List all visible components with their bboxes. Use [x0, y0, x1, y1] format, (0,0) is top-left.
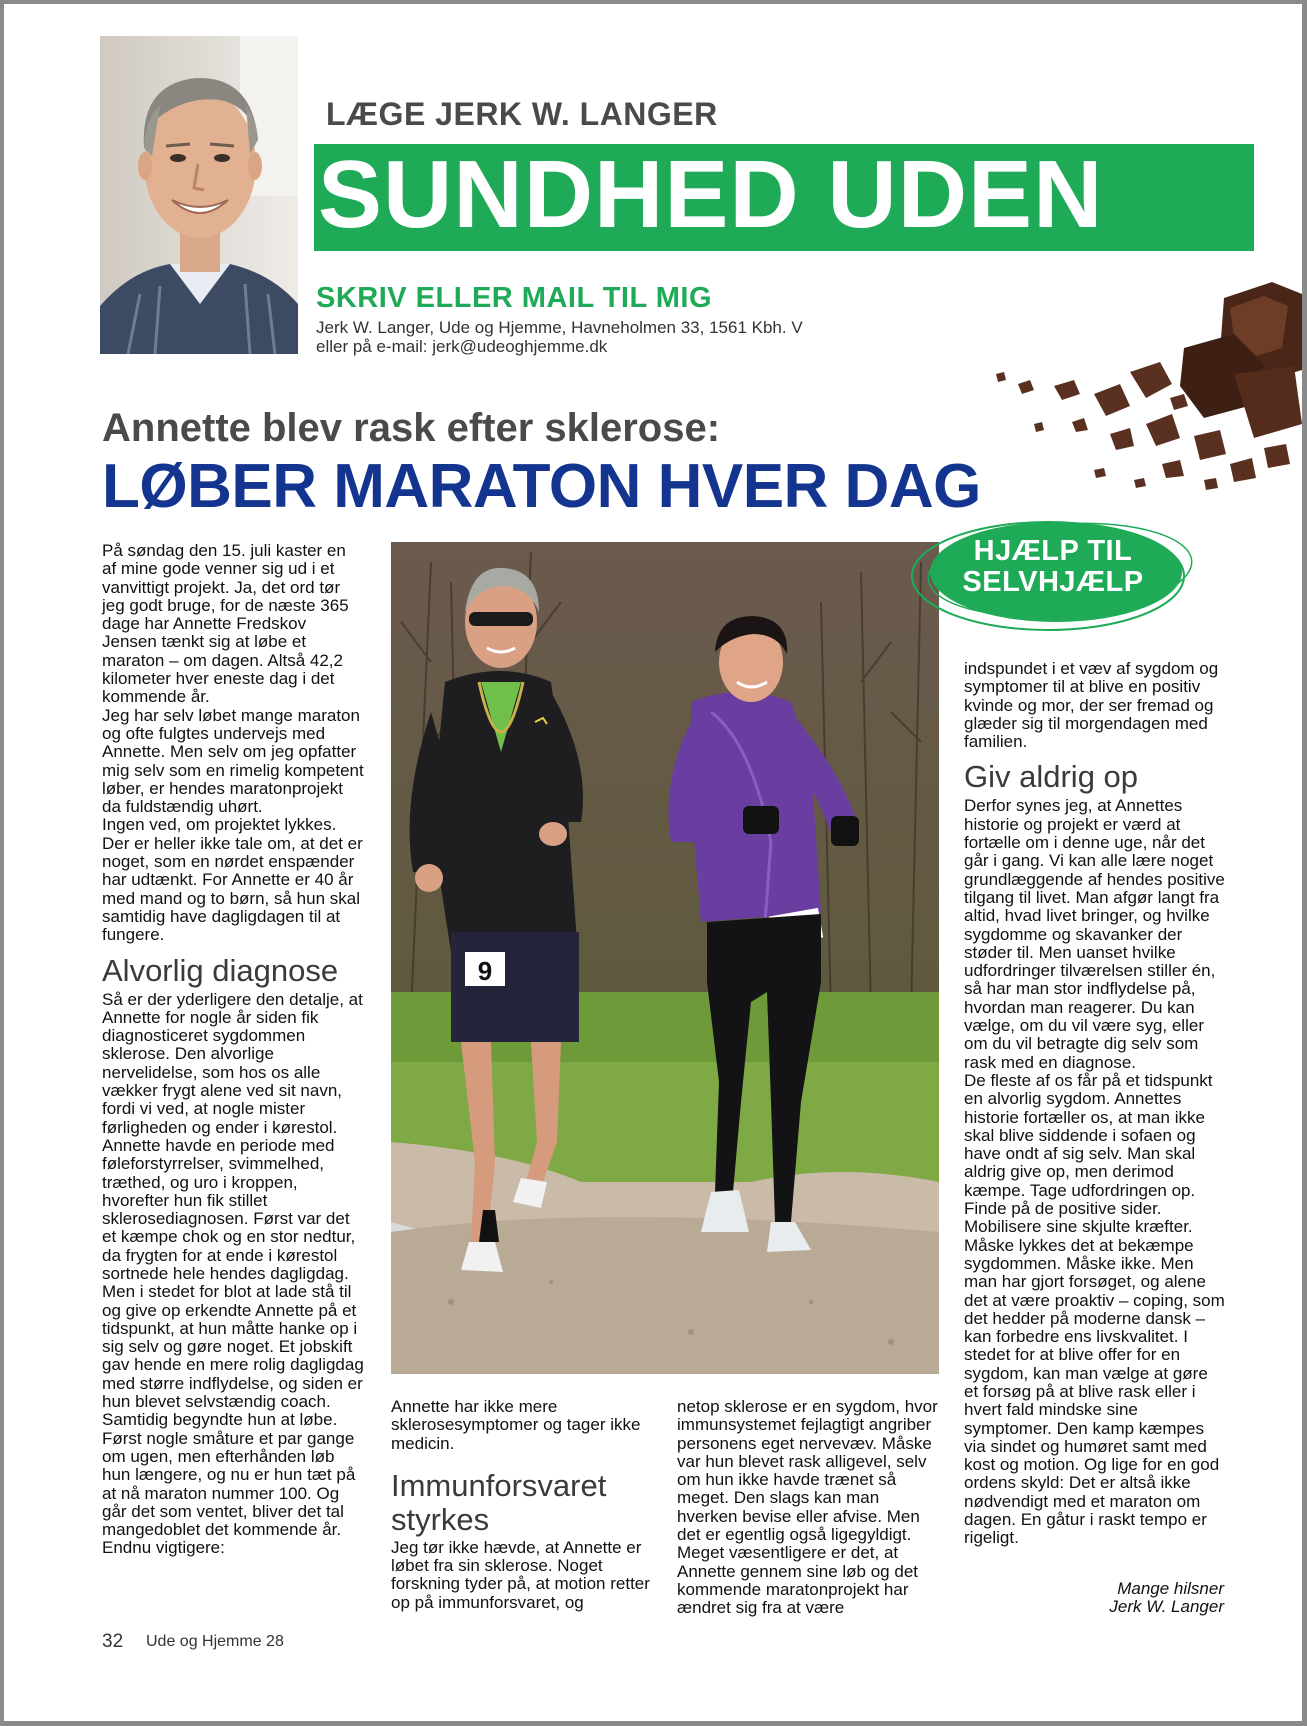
- chocolate-pieces-image: [934, 274, 1302, 504]
- paragraph: Jeg har selv løbet mange maraton og ofte fulgtes undervejs med Annette. Men selv om jeg opfatter mig selv som en rimelig kompetent løber, er hendes maratonprojekt da fuldstændig uhørt.: [102, 705, 364, 817]
- signature: [1054, 1580, 1224, 1617]
- paragraph: Ingen ved, om projektet lykkes. Der er heller ikke tale om, at det er noget, som en nørdet enspænder har udtænkt. For Annette er 40 år med mand og to børn, så hun skal samtidig have dagligdagen til at fungere.: [102, 815, 363, 945]
- badge-help-to-self-help: HJÆLP TIL SELVHJÆLP: [962, 535, 1144, 598]
- author-portrait: [100, 36, 298, 354]
- author-photo: [100, 36, 298, 354]
- paragraph: Annette havde en periode med føleforstyrrelser, svimmelhed, træthed, og uro i kroppen, hvorefter hun fik stillet sklerosediagnosen. Først var det et kæmpe chok og en stor nedtur, da frygten for at ende i kørestol sortnede hele hendes dagligdag. Men i stedet for blot at lade stå til og give op erkendte Annette på et tidspunkt, at hun måtte hanke op i sig selv og gøre noget. Et jobskift gav hende en mere rolig dagligdag med større indflydelse, og siden er hun blevet selvstændig coach. Samtidig begyndte hun at løbe. Først nogle småture et par gange om ugen, men efterhånden løb hun længere, og nu er hun tæt på at nå maraton nummer 100. Og går det som ventet, bliver det tal mangedoblet det kommende år. Endnu vigtigere:: [102, 1135, 364, 1558]
- race-bib-left: 9: [477, 956, 493, 986]
- paragraph: Måske lykkes det at bekæmpe sygdommen. Måske ikke. Men man har gjort forsøget, og alene det at være proaktiv – coping, som det hedder på moderne dansk – kan forbedre ens livskvalitet. I stedet for at blive offer for en sygdom, kan man vælge at gøre et forsøg på at blive rask eller i hvert fald mindske sine symptomer. Den kamp kæmpes via sindet og humøret samt med kost og motion. Og lige for en god ordens skyld: Det er altså ikke nødvendigt med et maraton om dagen. En gåtur i raskt tempo er rigeligt.: [964, 1235, 1225, 1548]
- contact-heading: SKRIV ELLER MAIL TIL MIG: [316, 282, 712, 314]
- subheading-alvorlig-diagnose: Alvorlig diagnose: [102, 952, 339, 988]
- magazine-issue: Ude og Hjemme 28: [146, 1633, 284, 1650]
- text-column-2: [391, 1398, 653, 1612]
- article-subtitle: Annette blev rask efter sklerose:: [102, 406, 721, 450]
- page-number: 32: [102, 1631, 124, 1652]
- paragraph: De fleste af os får på et tidspunkt en alvorlig sygdom. Annettes historie fortæller os, at man ikke skal blive siddende i sofaen og have ondt af sig selv. Man skal aldrig give op, men derimod kæmpe. Tage udfordringen op. Finde på de positive sider. Mobilisere sine skjulte kræfter.: [964, 1070, 1213, 1237]
- runners-photo: [391, 542, 939, 1374]
- paragraph: På søndag den 15. juli kaster en af mine gode venner sig ud i et vanvittigt projekt. Ja, det ord tør jeg godt bruge, for de næste 365 dage har Annette Fredskov Jensen tænkt sig at løbe et maraton – om dagen. Altså 42,2 kilometer hver eneste dag i det kommende år.: [102, 541, 349, 707]
- column-title: SUNDHED UDEN: [318, 141, 1104, 248]
- sign-name: Jerk W. Langer: [1109, 1597, 1224, 1617]
- text-column-4: [964, 660, 1226, 1548]
- paragraph: indspundet i et væv af sygdom og symptomer til at blive en positiv kvinde og mor, der ser fremad og glæder sig til morgendagen med familien.: [964, 659, 1219, 752]
- paragraph: netop sklerose er en sygdom, hvor immunsystemet fejlagtigt angriber personens eget nervevæv. Måske var hun blevet rask alligevel, selv om hun ikke havde trænet så meget. Den slags kan man hverken bevise eller afvise. Men det er egentlig også ligegyldigt. Meget væsentligere er det, at Annette gennem sine løb og det kommende maratonprojekt har ændret sig fra at være: [677, 1397, 938, 1618]
- article-headline: LØBER MARATON HVER DAG: [102, 452, 981, 521]
- paragraph: Derfor synes jeg, at Annettes historie og projekt er værd at fortælle om i denne uge, når det går i gang. Vi kan alle lære noget grundlæggende af hendes positive tilgang til livet. Man afgør langt fra altid, hvad livet bringer, og hvilke sygdomme og skavanker der støder til. Men uanset hvilke udfordringer tilværelsen stiller én, så har man stor indflydelse på, hvordan man reagerer. Du kan vælge, om du vil være syg, eller om du vil betragte dig selv som rask med en diagnose.: [964, 796, 1225, 1072]
- sign-greeting: Mange hilsner: [1117, 1579, 1224, 1598]
- text-column-3: [677, 1398, 939, 1618]
- magazine-page: [4, 4, 1302, 1721]
- contact-address: [316, 318, 803, 356]
- paragraph: Jeg tør ikke hævde, at Annette er løbet fra sin sklerose. Noget forskning tyder på, at motion retter op på immunforsvaret, og: [391, 1537, 650, 1612]
- email-line: eller på e-mail: jerk@udeoghjemme.dk: [316, 337, 608, 356]
- photo-caption: Annette har ikke mere sklerosesymptomer og tager ikke medicin.: [391, 1397, 641, 1453]
- paragraph: Så er der yderligere den detalje, at Annette for nogle år siden fik diagnosticeret sygdommen sklerose. Den alvorlige nervelidelse, som hos os alle vækker frygt alene ved sit navn, fordi vi ved, at nogle mister førligheden og ender i kørestol.: [102, 989, 363, 1137]
- subheading-immunforsvaret: Immunforsvaret styrkes: [391, 1467, 607, 1537]
- text-column-1: [102, 542, 364, 1558]
- column-kicker: LÆGE JERK W. LANGER: [326, 96, 718, 132]
- runners-illustration: [391, 542, 939, 1374]
- address-line: Jerk W. Langer, Ude og Hjemme, Havneholmen 33, 1561 Kbh. V: [316, 318, 803, 337]
- subheading-giv-aldrig-op: Giv aldrig op: [964, 759, 1139, 795]
